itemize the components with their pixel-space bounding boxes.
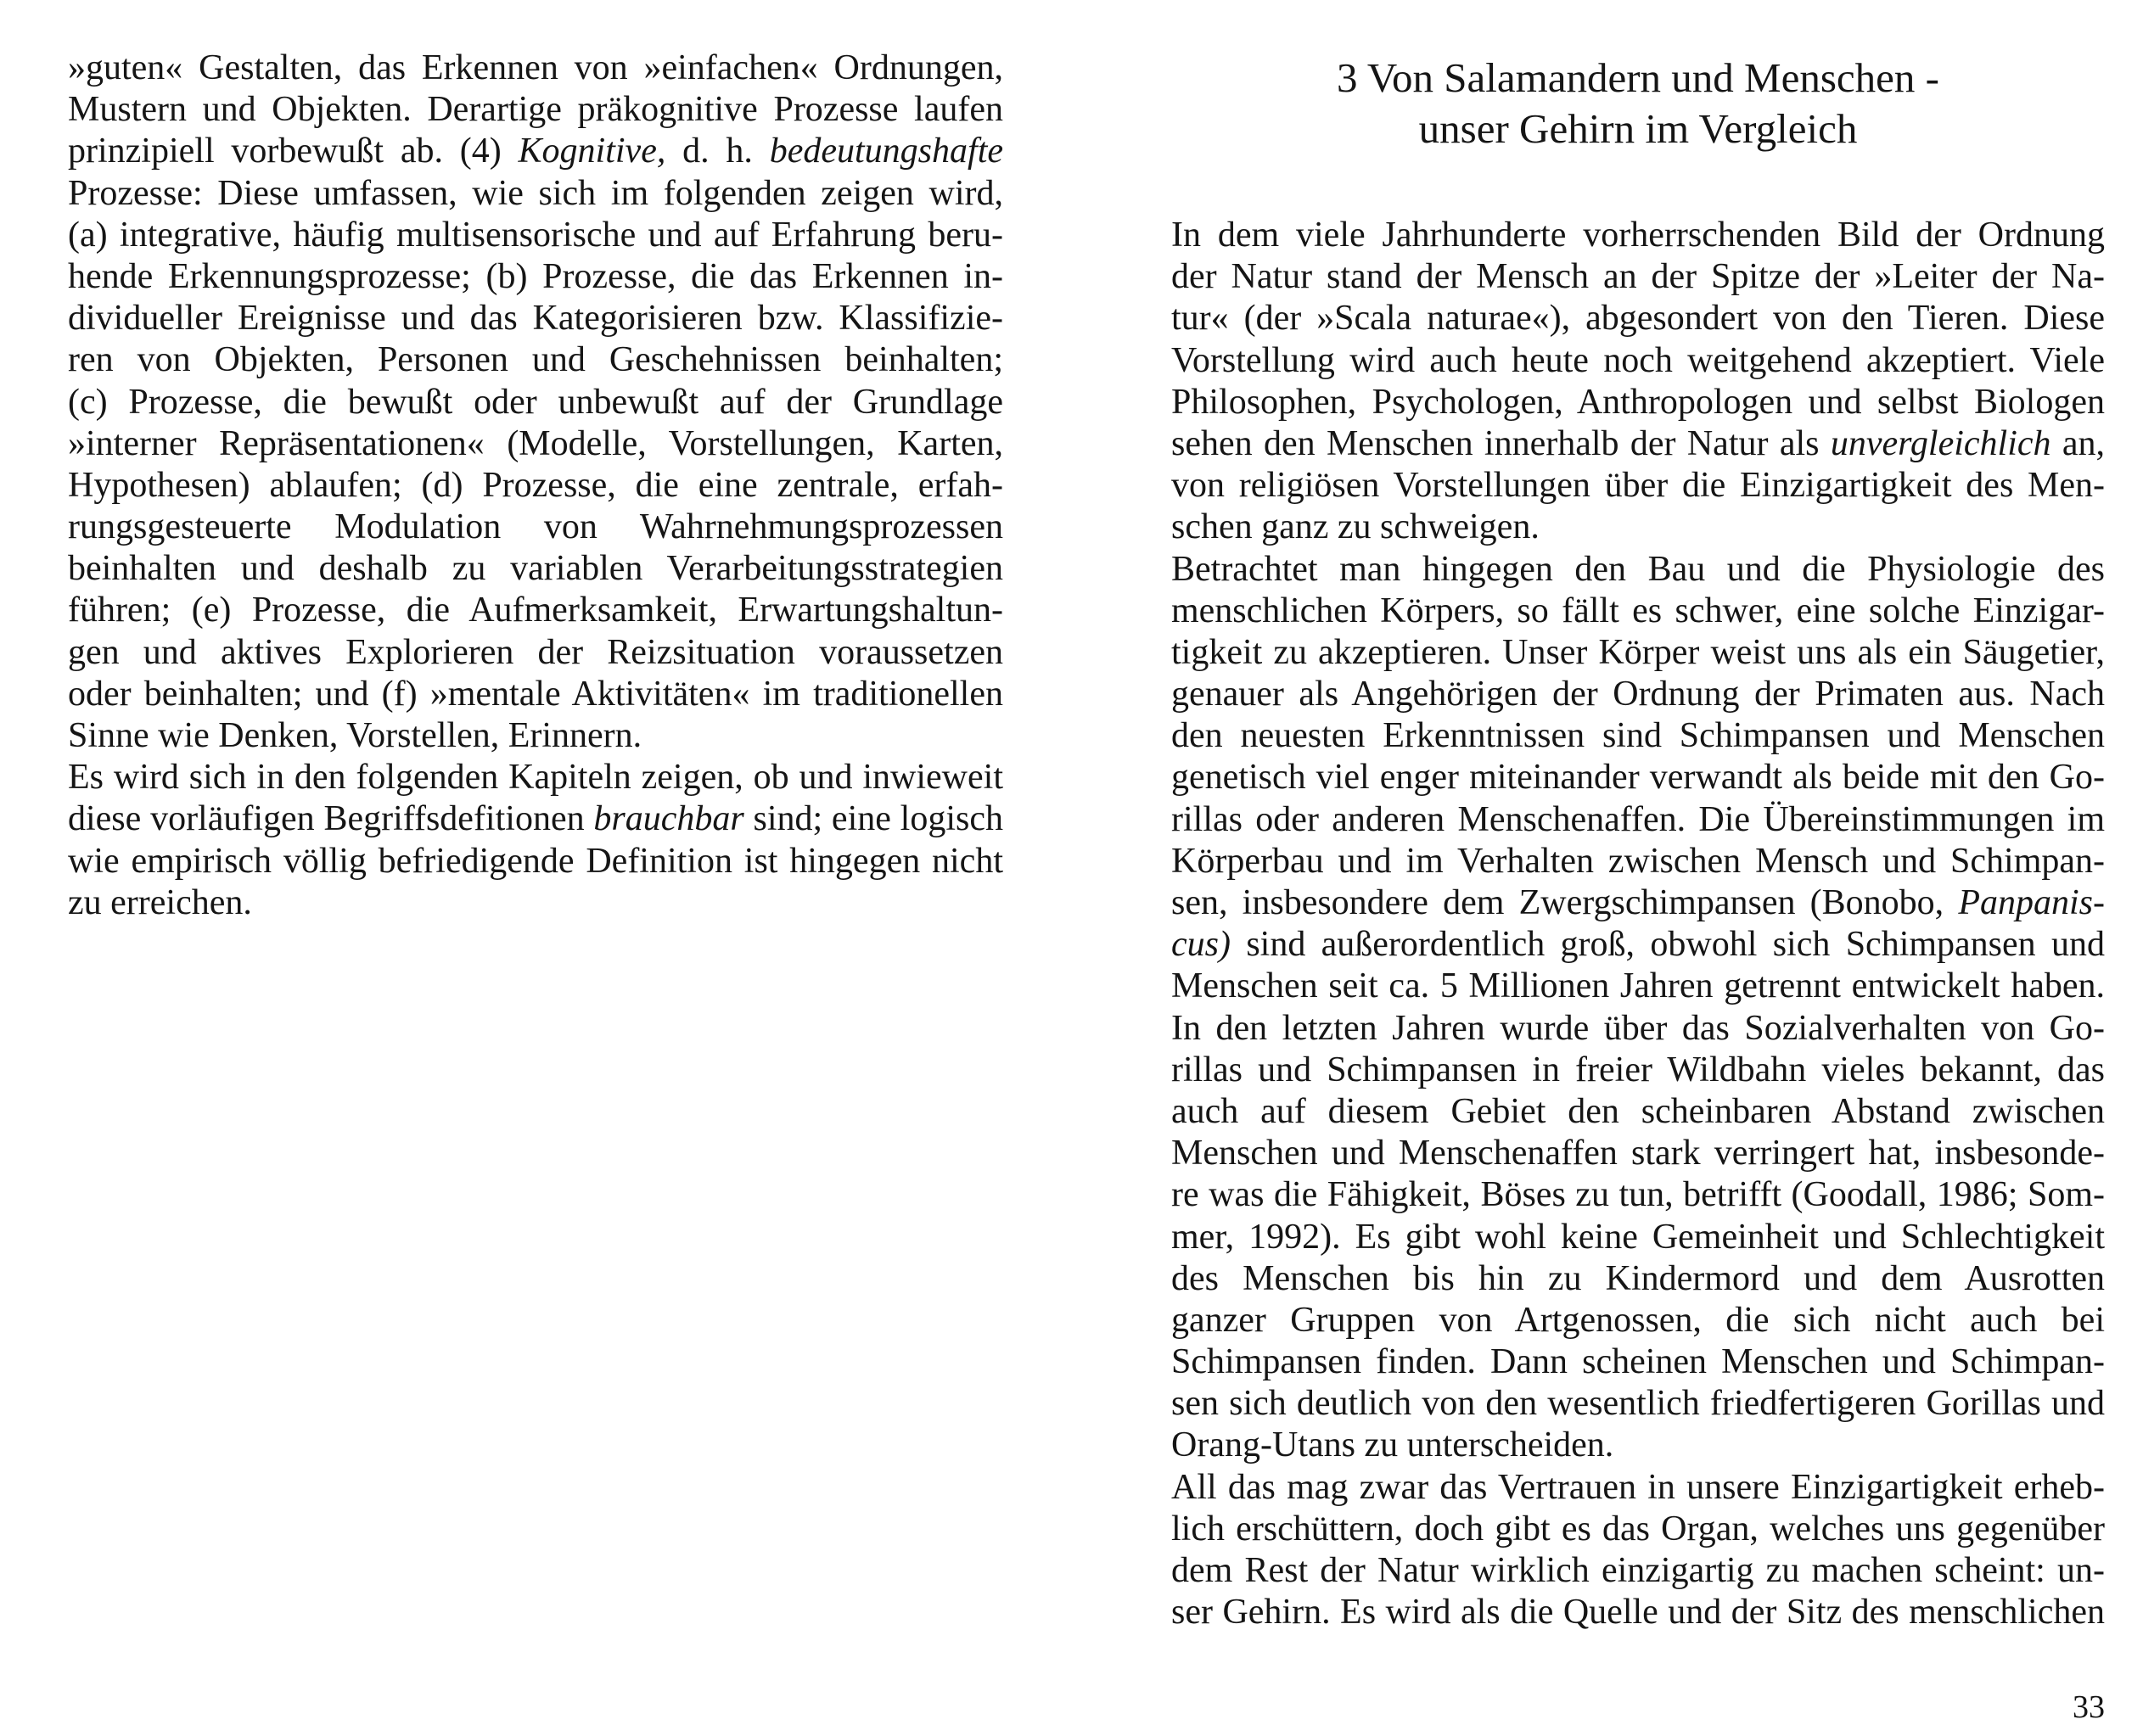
text-line: ren von Objekten, Personen und Geschehnissen beinhalten; xyxy=(68,340,1003,380)
text-line: rungsgesteuerte Modulation von Wahrnehmungsprozessen xyxy=(68,507,1003,547)
text-line: Menschen und Menschenaffen stark verringert hat, insbesonde- xyxy=(1171,1134,2105,1173)
text-line: (c) Prozesse, die bewußt oder unbewußt auf der Grundlage xyxy=(68,382,1003,422)
text-line: Betrachtet man hingegen den Bau und die Physiologie des xyxy=(1171,549,2105,589)
text-line xyxy=(68,131,1003,172)
text-line: oder beinhalten; und (f) »mentale Aktivitäten« im traditionellen xyxy=(68,674,1003,714)
italic-term: Kognitive, xyxy=(518,132,666,171)
text-line: zu erreichen. xyxy=(68,882,252,922)
text-line: des Menschen bis hin zu Kindermord und dem Ausrotten xyxy=(1171,1258,2105,1298)
text-line: sen sich deutlich von den wesentlich friedfertigeren Gorillas und xyxy=(1171,1384,2105,1424)
text-line: gen und aktives Explorieren der Reizsituation voraussetzen xyxy=(68,632,1003,672)
text-line: Schimpansen finden. Dann scheinen Menschen und Schimpan- xyxy=(1171,1342,2105,1382)
text-line: In dem viele Jahrhunderte vorherrschenden Bild der Ordnung xyxy=(1171,216,2105,255)
text-line: Menschen seit ca. 5 Millionen Jahren getrennt entwickelt haben. xyxy=(1171,966,2105,1006)
text-line: Prozesse: Diese umfassen, wie sich im folgenden zeigen wird, xyxy=(68,173,1003,213)
text-segment: an, xyxy=(2050,423,2105,463)
text-line: mer, 1992). Es gibt wohl keine Gemeinheit und Schlechtigkeit xyxy=(1171,1217,2105,1257)
page-number: 33 xyxy=(2073,1689,2105,1725)
text-line: All das mag zwar das Vertrauen in unsere Einzigartigkeit erheb- xyxy=(1171,1467,2105,1507)
text-line: Sinne wie Denken, Vorstellen, Erinnern. xyxy=(68,716,642,755)
chapter-heading-line: 3 Von Salamandern und Menschen - xyxy=(1337,54,1939,101)
text-line xyxy=(1171,924,2105,966)
text-line: In den letzten Jahren wurde über das Sozialverhalten von Go- xyxy=(1171,1008,2105,1048)
text-line: rillas und Schimpansen in freier Wildbahn vieles bekannt, das xyxy=(1171,1050,2105,1089)
text-line: Mustern und Objekten. Derartige präkognitive Prozesse laufen xyxy=(68,90,1003,130)
chapter-heading xyxy=(1171,53,2105,154)
text-segment: prinzipiell vorbewußt ab. (4) xyxy=(68,132,519,171)
italic-term: unvergleichlich xyxy=(1830,423,2051,463)
text-line: menschlichen Körpers, so fällt es schwer, eine solche Einzigar- xyxy=(1171,591,2105,630)
text-line: auch auf diesem Gebiet den scheinbaren Abstand zwischen xyxy=(1171,1091,2105,1131)
text-segment: d. h. xyxy=(665,132,770,171)
italic-term: cus) xyxy=(1171,925,1231,965)
text-line: Körperbau und im Verhalten zwischen Mensch und Schimpan- xyxy=(1171,841,2105,881)
text-line: tigkeit zu akzeptieren. Unser Körper weist uns als ein Säugetier, xyxy=(1171,632,2105,672)
text-line xyxy=(1171,882,2105,924)
text-line: »interner Repräsentationen« (Modelle, Vorstellungen, Karten, xyxy=(68,423,1003,463)
text-line: ser Gehirn. Es wird als die Quelle und der Sitz des menschlichen xyxy=(1171,1593,2105,1632)
text-segment: sind; eine logisch xyxy=(743,799,1003,839)
text-line: genauer als Angehörigen der Ordnung der Primaten aus. Nach xyxy=(1171,675,2105,714)
text-line: beinhalten und deshalb zu variablen Verarbeitungsstrategien xyxy=(68,549,1003,589)
text-line: schen ganz zu schweigen. xyxy=(1171,507,1540,547)
chapter-heading-line: unser Gehirn im Vergleich xyxy=(1418,105,1858,152)
text-line: (a) integrative, häufig multisensorische und auf Erfahrung beru- xyxy=(68,215,1003,255)
text-line: Philosophen, Psychologen, Anthropologen und selbst Biologen xyxy=(1171,382,2105,422)
text-line: der Natur stand der Mensch an der Spitze der »Leiter der Na- xyxy=(1171,257,2105,297)
text-line: ganzer Gruppen von Artgenossen, die sich nicht auch bei xyxy=(1171,1300,2105,1340)
text-line: tur« (der »Scala naturae«), abgesondert von den Tieren. Diese xyxy=(1171,299,2105,339)
text-segment: sen, insbesondere dem Zwergschimpansen (Bonobo, xyxy=(1171,883,1959,922)
text-line: hende Erkennungsprozesse; (b) Prozesse, die das Erkennen in- xyxy=(68,256,1003,296)
right-page-text xyxy=(1171,215,2105,1633)
text-segment: sind außerordentlich groß, obwohl sich Schimpansen und xyxy=(1230,925,2105,965)
text-line: Hypothesen) ablaufen; (d) Prozesse, die eine zentrale, erfah- xyxy=(68,465,1003,505)
text-line: dividueller Ereignisse und das Kategorisieren bzw. Klassifizie- xyxy=(68,299,1003,339)
text-line: genetisch viel enger miteinander verwandt als beide mit den Go- xyxy=(1171,758,2105,798)
text-line: »guten« Gestalten, das Erkennen von »einfachen« Ordnungen, xyxy=(68,48,1003,87)
text-line: rillas oder anderen Menschenaffen. Die Übereinstimmungen im xyxy=(1171,799,2105,839)
italic-term: Panpanis- xyxy=(1958,883,2105,922)
text-line: dem Rest der Natur wirklich einzigartig zu machen scheint: un- xyxy=(1171,1551,2105,1590)
text-segment: sehen den Menschen innerhalb der Natur als xyxy=(1171,423,1831,463)
text-line: führen; (e) Prozesse, die Aufmerksamkeit, Erwartungshaltun- xyxy=(68,591,1003,630)
text-line: re was die Fähigkeit, Böses zu tun, betrifft (Goodall, 1986; Som- xyxy=(1171,1175,2105,1215)
text-line: Orang-Utans zu unterscheiden. xyxy=(1171,1425,1614,1465)
text-segment: diese vorläufigen Begriffsdefitionen xyxy=(68,799,594,839)
left-page-text xyxy=(68,48,1003,924)
text-line: Es wird sich in den folgenden Kapiteln zeigen, ob und inwieweit xyxy=(68,758,1003,798)
text-line: lich erschüttern, doch gibt es das Organ, welches uns gegenüber xyxy=(1171,1509,2105,1548)
italic-term: bedeutungshafte xyxy=(769,132,1004,171)
text-line: von religiösen Vorstellungen über die Einzigartigkeit des Men- xyxy=(1171,466,2105,506)
text-line: Vorstellung wird auch heute noch weitgehend akzeptiert. Viele xyxy=(1171,340,2105,380)
text-line: wie empirisch völlig befriedigende Definition ist hingegen nicht xyxy=(68,841,1003,881)
text-line xyxy=(68,798,1003,840)
italic-term: brauchbar xyxy=(593,799,744,839)
text-line: den neuesten Erkenntnissen sind Schimpansen und Menschen xyxy=(1171,716,2105,756)
text-line xyxy=(1171,423,2105,465)
